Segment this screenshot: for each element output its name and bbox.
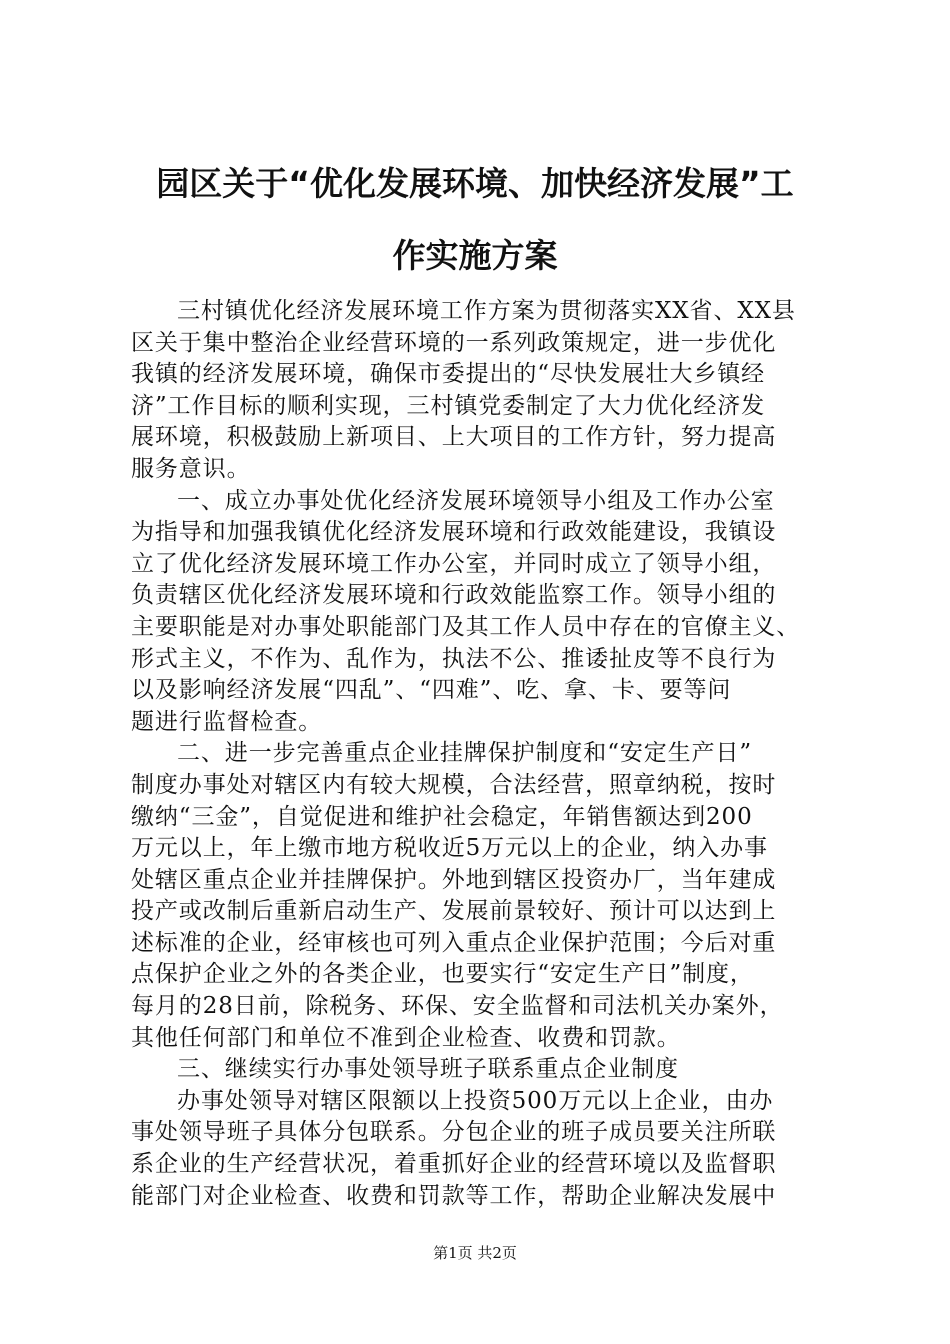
document-body <box>131 296 831 1212</box>
body-line: 述标准的企业，经审核也可列入重点企业保护范围；今后对重 <box>131 929 777 956</box>
body-line: 主要职能是对办事处职能部门及其工作人员中存在的官僚主义、 <box>131 613 801 640</box>
body-line: 点保护企业之外的各类企业，也要实行“安定生产日”制度， <box>131 961 754 988</box>
body-line: 负责辖区优化经济发展环境和行政效能监察工作。领导小组的 <box>131 582 777 609</box>
body-line: 服务意识。 <box>131 455 251 482</box>
title-line-1: 园区关于“优化发展环境、加快经济发展”工 <box>156 164 794 203</box>
body-line: 投产或改制后重新启动生产、发展前景较好、预计可以达到上 <box>131 898 777 925</box>
section-heading: 三、继续实行办事处领导班子联系重点企业制度 <box>177 1056 679 1083</box>
body-line: 万元以上，年上缴市地方税收近5万元以上的企业，纳入办事 <box>131 835 768 862</box>
section-heading: 一、成立办事处优化经济发展环境领导小组及工作办公室 <box>177 487 775 514</box>
body-line: 事处领导班子具体分包联系。分包企业的班子成员要关注所联 <box>131 1119 777 1146</box>
body-line: 济”工作目标的顺利实现，三村镇党委制定了大力优化经济发 <box>131 392 766 419</box>
body-line: 系企业的生产经营状况，着重抓好企业的经营环境以及监督职 <box>131 1151 777 1178</box>
body-line: 我镇的经济发展环境，确保市委提出的“尽快发展壮大乡镇经 <box>131 361 766 388</box>
body-line: 以及影响经济发展“四乱”、“四难”、吃、拿、卡、要等问 <box>131 677 732 704</box>
body-line: 能部门对企业检查、收费和罚款等工作，帮助企业解决发展中 <box>131 1182 777 1209</box>
body-line: 处辖区重点企业并挂牌保护。外地到辖区投资办厂，当年建成 <box>131 866 777 893</box>
body-line: 形式主义，不作为、乱作为，执法不公、推诿扯皮等不良行为 <box>131 645 777 672</box>
body-line: 制度办事处对辖区内有较大规模，合法经营，照章纳税，按时 <box>131 771 777 798</box>
body-line: 题进行监督检查。 <box>131 708 323 735</box>
title-line-2: 作实施方案 <box>392 236 558 275</box>
section-heading: 二、进一步完善重点企业挂牌保护制度和“安定生产日” <box>177 740 753 767</box>
body-line: 立了优化经济发展环境工作办公室，并同时成立了领导小组， <box>131 550 777 577</box>
body-line: 三村镇优化经济发展环境工作方案为贯彻落实XX省、XX县 <box>177 298 796 324</box>
page-footer: 第1页 共2页 <box>433 1244 517 1262</box>
body-line: 每月的28日前，除税务、环保、安全监督和司法机关办案外， <box>131 993 784 1020</box>
body-line: 缴纳“三金”，自觉促进和维护社会稳定，年销售额达到200 <box>131 803 753 830</box>
body-line: 为指导和加强我镇优化经济发展环境和行政效能建设，我镇设 <box>131 519 777 546</box>
body-line: 区关于集中整治企业经营环境的一系列政策规定，进一步优化 <box>131 329 777 356</box>
document-title <box>120 148 830 292</box>
body-line: 办事处领导对辖区限额以上投资500万元以上企业，由办 <box>177 1087 774 1114</box>
body-line: 展环境，积极鼓励上新项目、上大项目的工作方针，努力提高 <box>131 424 777 451</box>
body-line: 其他任何部门和单位不准到企业检查、收费和罚款。 <box>131 1024 681 1051</box>
